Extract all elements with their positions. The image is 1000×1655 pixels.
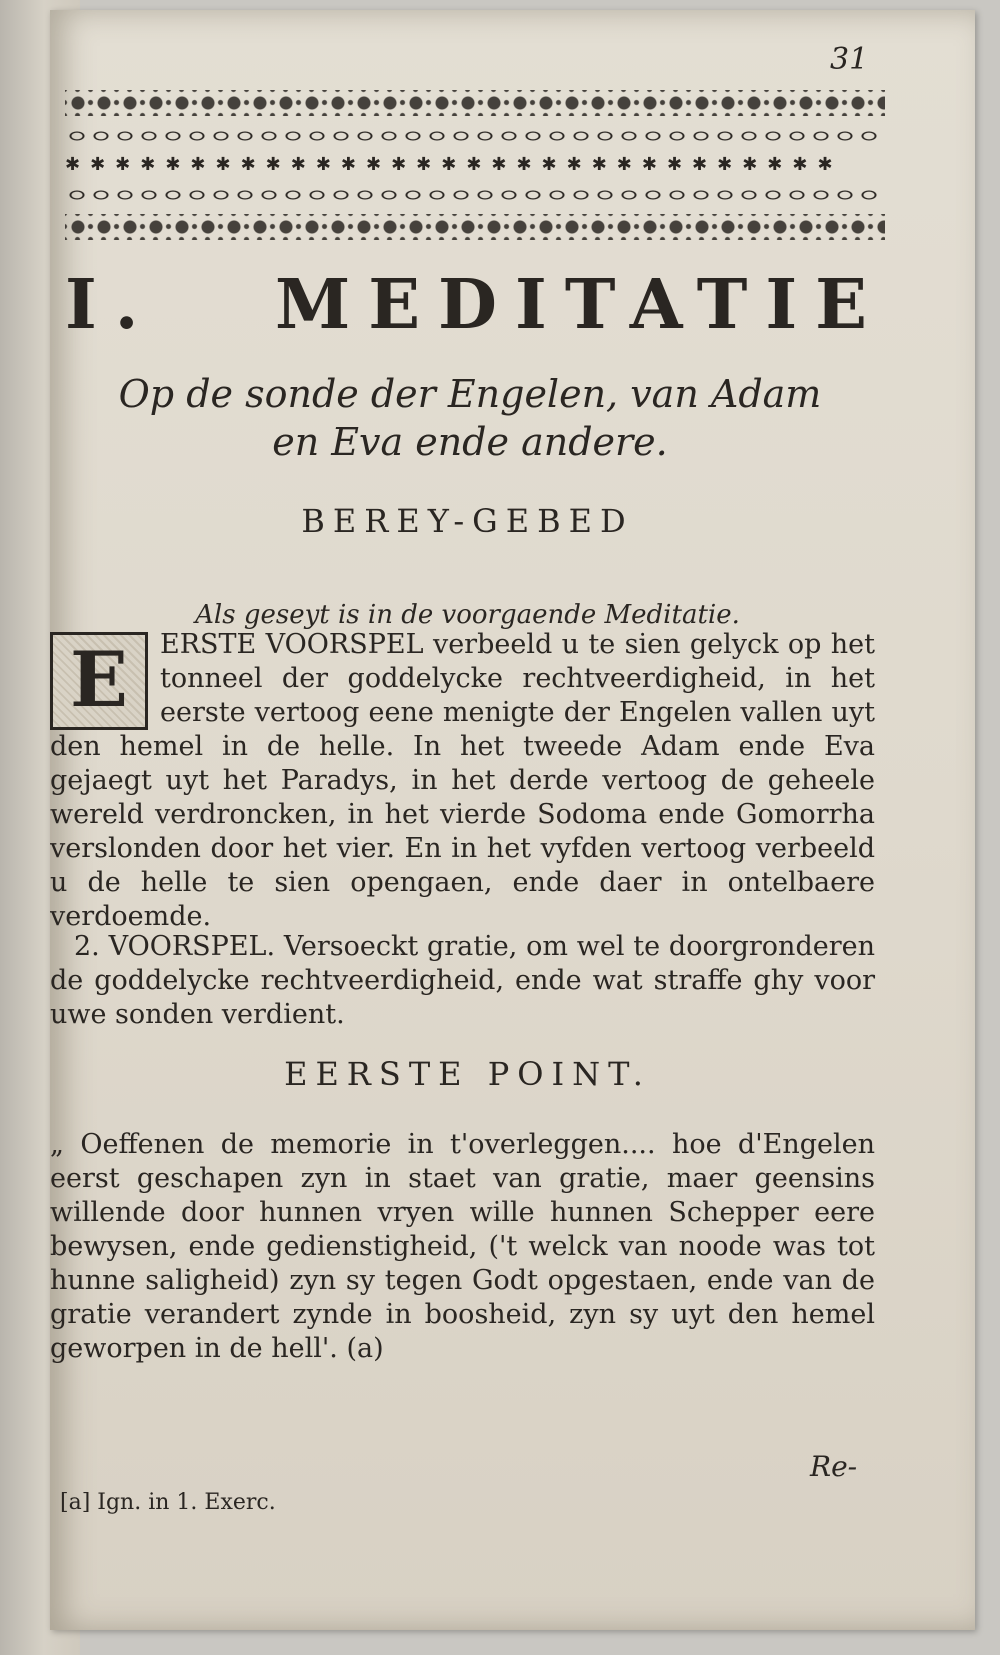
first-prelude-paragraph [50, 628, 875, 934]
catchword: Re- [810, 1450, 858, 1483]
meditation-subtitle: Op de sonde der Engelen, van Adam en Eva ende andere. [118, 372, 822, 464]
preparatory-prayer-note: Als geseyt is in de voorgaende Meditatie. [195, 600, 740, 630]
second-prelude-text: Versoeckt gratie, om wel te doorgronderen de goddelycke rechtveerdigheid, ende wat straffe ghy voor uwe sonden verdient. [50, 931, 875, 1030]
headpiece-ornament [65, 90, 885, 240]
first-prelude-text: verbeeld u te sien gelyck op het tonneel der goddelycke rechtveerdigheid, in het eerste vertoog eene menigte der Engelen vallen uyt den hemel in de helle. In het tweede Adam ende Eva gejaegt uyt het Paradys, in het derde vertoog de geheele wereld verdroncken, in het vierde Sodoma ende Gomorrha verslonden door het vier. En in het vyfden vertoog verbeeld u de helle te sien opengaen, ende daer in ontelbaere verdoemde. [50, 629, 875, 932]
first-point-paragraph: „ Oeffenen de memorie in t'overleggen.... hoe d'Engelen eerst geschapen zyn in staet van gratie, maer geensins willende door hunnen vryen wille hunnen Schepper eere bewysen, ende gedienstigheid, ('t welck van noode was tot hunne saligheid) zyn sy tegen Godt opgestaen, ende van de gratie verandert zynde in boosheid, zyn sy uyt den hemel geworpen in de hell'. (a) [50, 1129, 875, 1364]
second-prelude-paragraph [50, 930, 875, 1032]
second-prelude-label: VOORSPEL. [108, 931, 276, 962]
second-prelude-number: 2. [74, 931, 100, 962]
first-prelude-label: ERSTE VOORSPEL [160, 629, 424, 660]
drop-cap-initial: E [50, 632, 148, 730]
ornament-chain-band [65, 187, 885, 203]
preparatory-prayer-title: BEREY-GEBED [301, 502, 634, 540]
page-number: 31 [830, 42, 869, 77]
book-page [50, 10, 975, 1630]
meditation-heading: I. MEDITATIE [65, 265, 885, 345]
ornament-chain-band [65, 128, 885, 144]
ornament-flower-band [65, 90, 885, 116]
ornament-star-band: ✱✱✱✱✱✱✱✱✱✱✱✱✱✱✱✱✱✱✱✱✱✱✱✱✱✱✱✱✱✱✱ [65, 155, 843, 175]
ornament-flower-band [65, 214, 885, 240]
first-point-title: EERSTE POINT. [284, 1055, 651, 1093]
footnote: [a] Ign. in 1. Exerc. [60, 1490, 276, 1515]
